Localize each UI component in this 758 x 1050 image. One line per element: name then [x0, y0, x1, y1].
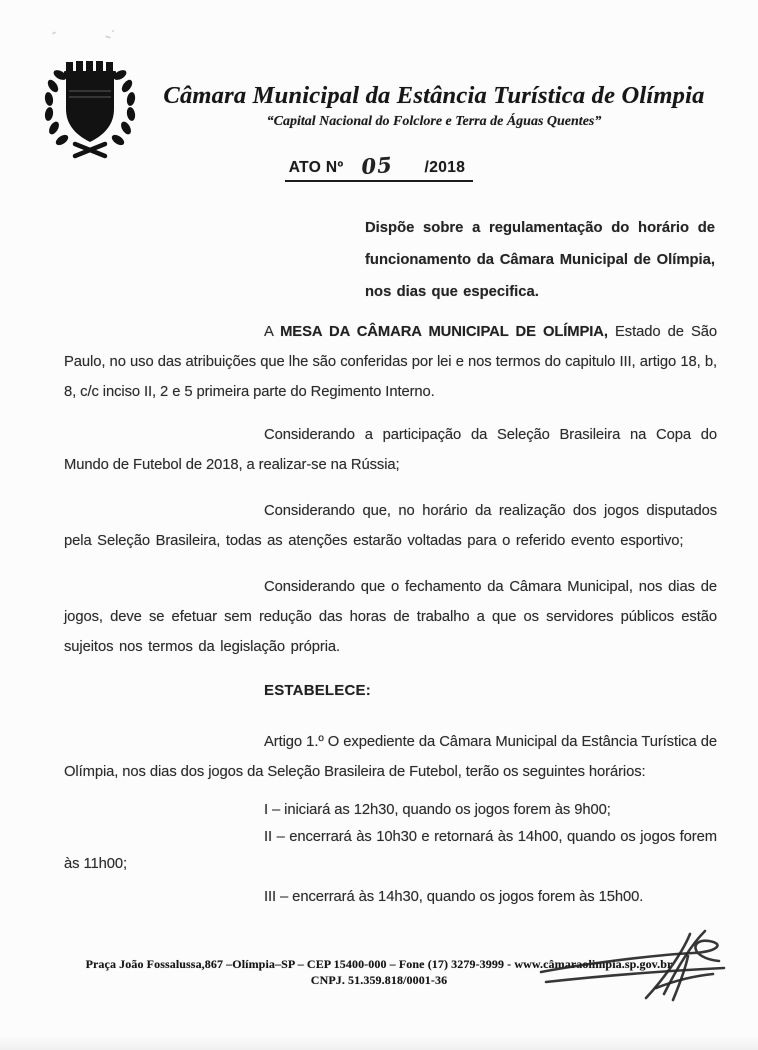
- preamble-bold: MESA DA CÂMARA MUNICIPAL DE OLÍMPIA,: [280, 324, 608, 340]
- schedule-item-1: I – iniciará as 12h30, quando os jogos forem às 9h00;: [264, 802, 611, 818]
- preamble-lead: A: [264, 324, 281, 340]
- considerando-3: Considerando que o fechamento da Câmara Municipal, nos dias de jogos, deve se efetuar sem redução das horas de trabalho a que os servidores públicos estão sujeitos nos termos da legislação própria.: [64, 579, 717, 655]
- preamble-paragraph: [64, 317, 717, 407]
- scan-speck: [52, 31, 56, 35]
- act-summary: Dispõe sobre a regulamentação do horário de funcionamento da Câmara Municipal de Olímpia, nos dias que especifica.: [365, 220, 715, 300]
- document-header: [110, 0, 758, 131]
- page-subtitle: “Capital Nacional do Folclore e Terra de Águas Quentes”: [266, 114, 602, 129]
- document-footer: [0, 956, 758, 988]
- page-title: Câmara Municipal da Estância Turística de Olímpia: [163, 82, 705, 109]
- footer-address-line: Praça João Fossalussa,867 –Olímpia–SP – CEP 15400-000 – Fone (17) 3279-3999 - www.câmaraolimpia.sp.gov.br: [85, 957, 673, 971]
- act-year: /2018: [424, 159, 466, 176]
- considerando-1: Considerando a participação da Seleção Brasileira na Copa do Mundo de Futebol de 2018, a realizar-se na Rússia;: [64, 427, 717, 473]
- artigo-1-paragraph: Artigo 1.º O expediente da Câmara Municipal da Estância Turística de Olímpia, nos dias dos jogos da Seleção Brasileira de Futebol, terão os seguintes horários:: [64, 734, 717, 780]
- footer-cnpj-line: CNPJ. 51.359.818/0001-36: [310, 973, 448, 987]
- act-number-handwritten: 05: [360, 151, 394, 180]
- schedule-item-2: II – encerrará às 10h30 e retornará às 14h00, quando os jogos forem às 11h00;: [64, 829, 717, 872]
- scan-speck: [105, 35, 111, 38]
- act-label: ATO Nº: [288, 159, 344, 176]
- preamble-rest: Estado de São Paulo, no uso das atribuições que lhe são conferidas por lei e nos termos do capitulo III, artigo 18, b, 8, c/c inciso II, 2 e 5 primeira parte do Regimento Interno.: [64, 324, 718, 400]
- document-body: [0, 212, 758, 911]
- considerando-2: Considerando que, no horário da realização dos jogos disputados pela Seleção Brasileira, todas as atenções estarão voltadas para o referido evento esportivo;: [64, 503, 717, 549]
- schedule-item-3: III – encerrará às 14h30, quando os jogos forem às 15h00.: [264, 889, 644, 905]
- act-number-underlined-group: [285, 152, 474, 182]
- scan-speck: [112, 30, 114, 32]
- coat-of-arms-icon: [36, 56, 146, 168]
- estabelece-heading: ESTABELECE:: [264, 682, 371, 699]
- schedule-items: [64, 797, 717, 911]
